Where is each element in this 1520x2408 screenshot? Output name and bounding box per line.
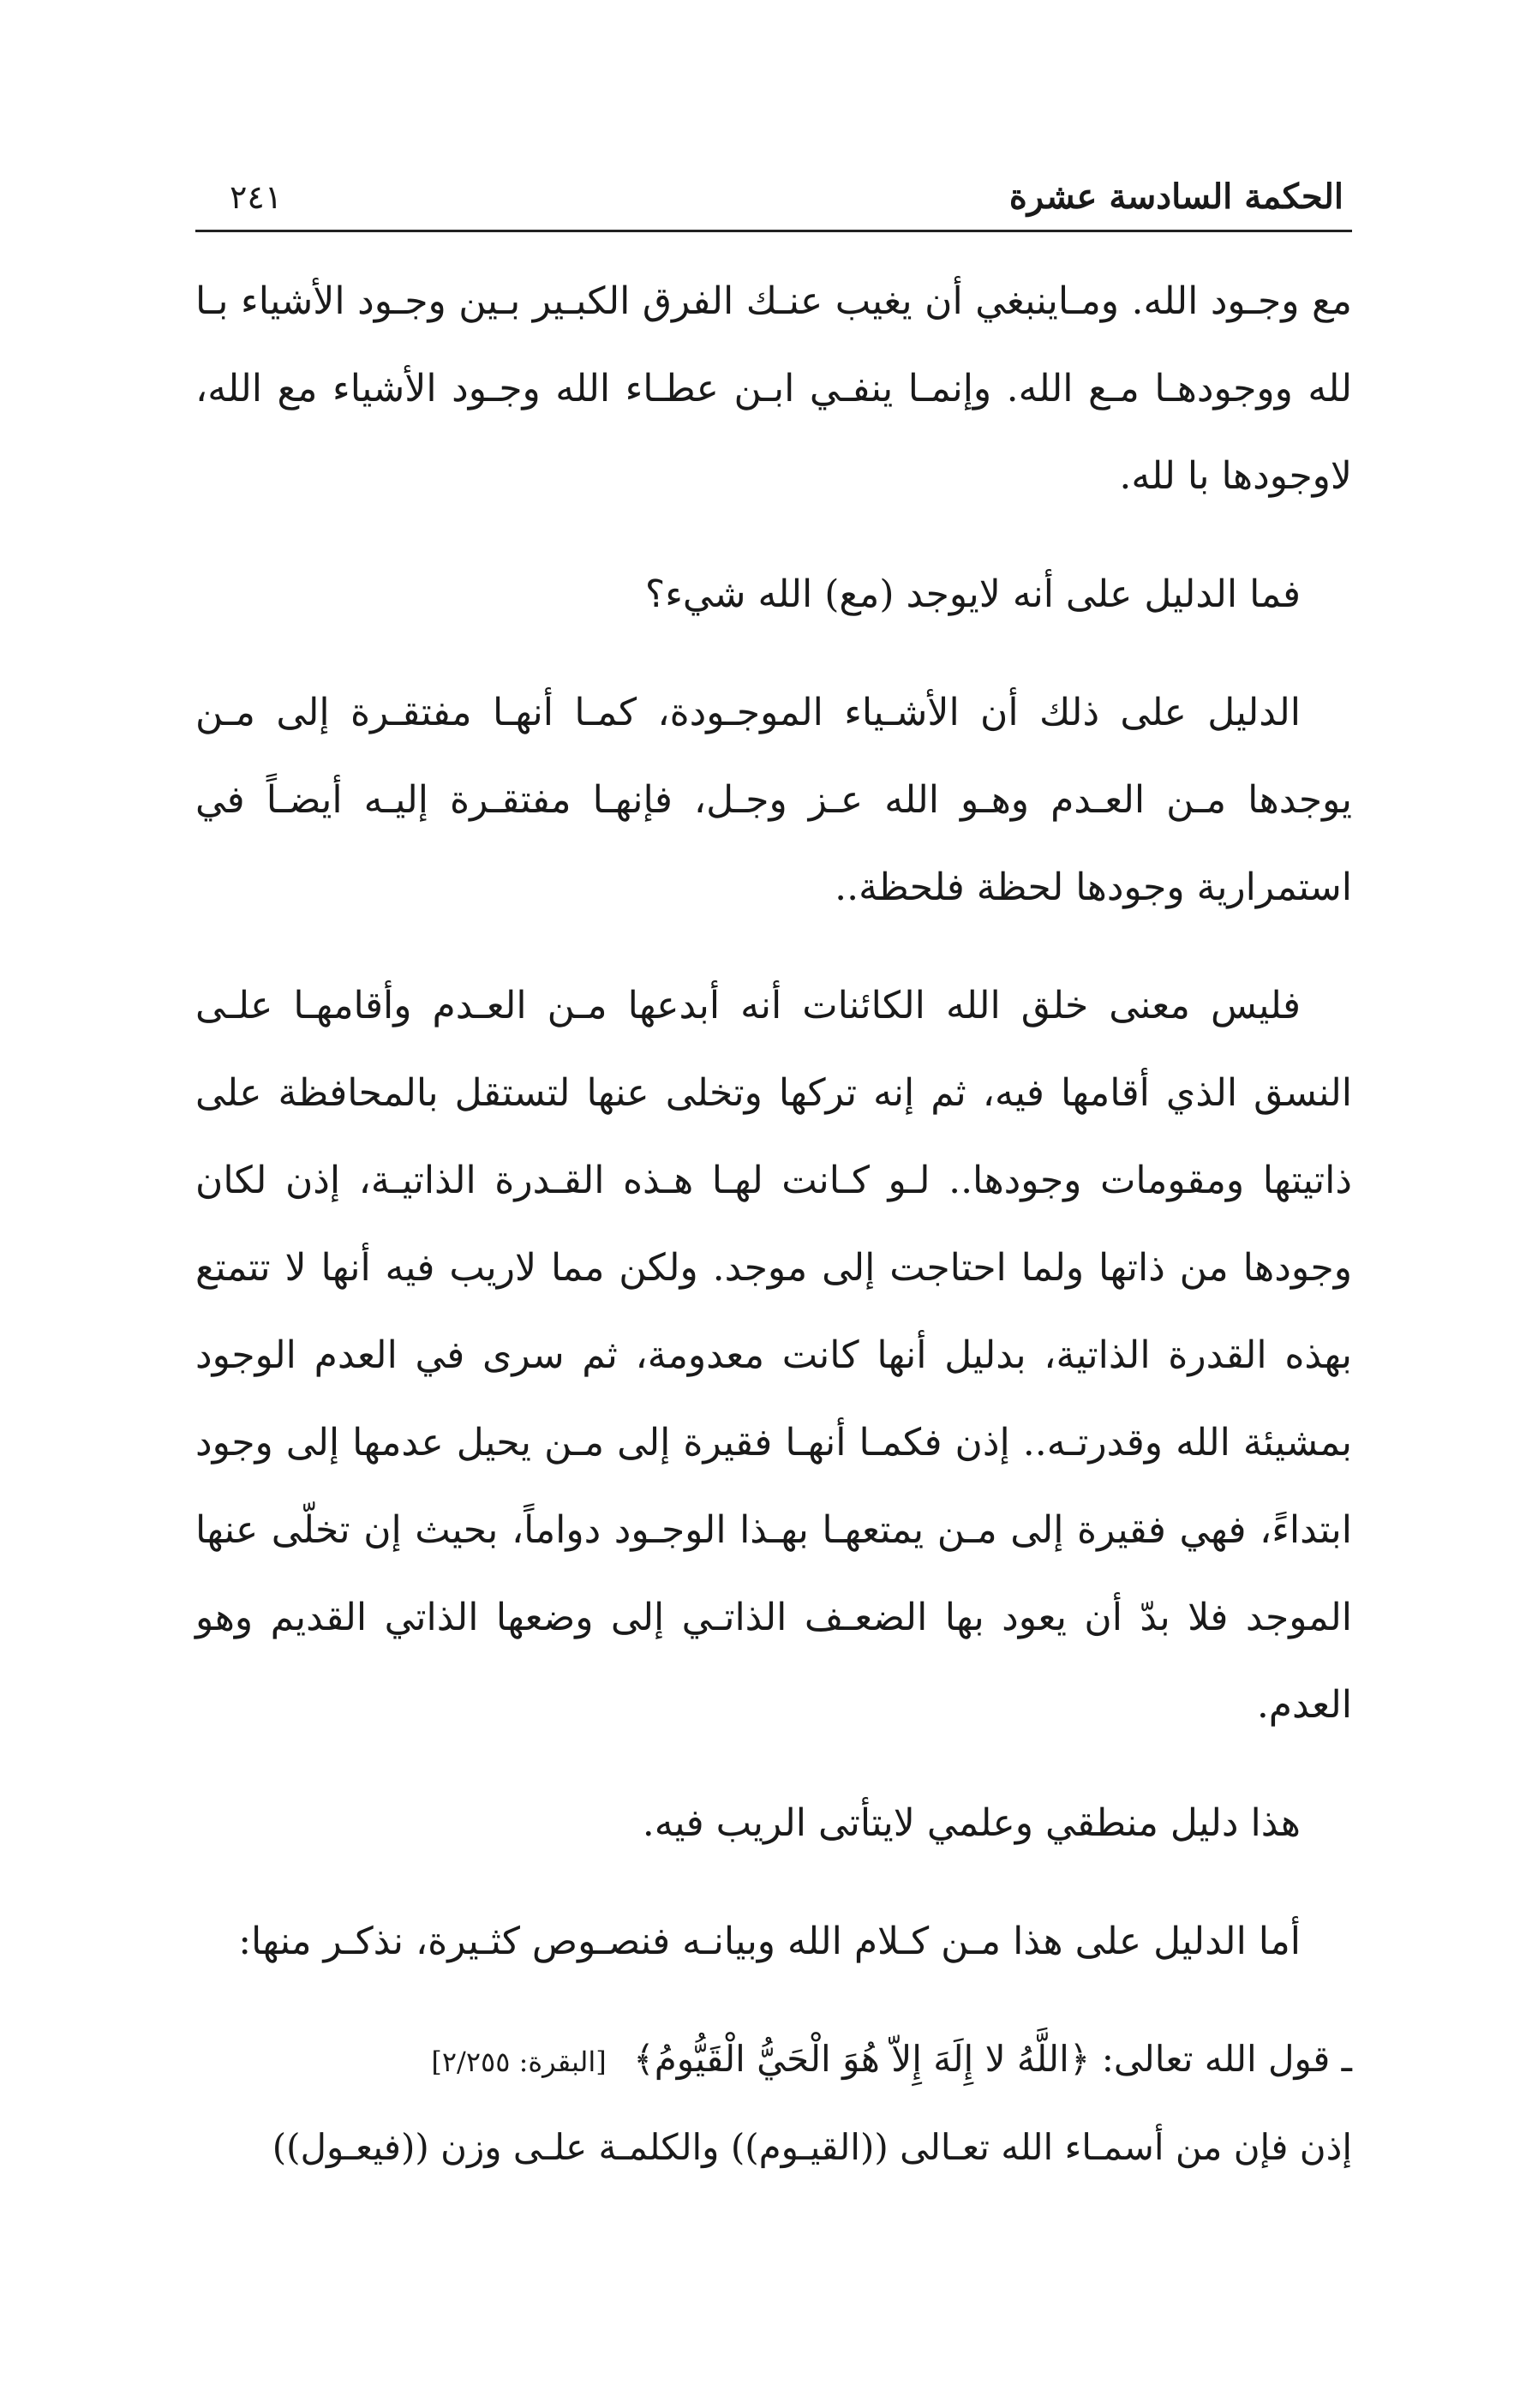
page-body bbox=[195, 258, 1352, 2190]
paragraph-creation-meaning: فليس معنى خلق الله الكائنات أنه أبدعها مـن العـدم وأقامهـا علـى النسق الذي أقامها فيه، ثم إنه تركها وتخلى عنها لتستقل بالمحافظة على ذاتيتها ومقومات وجودها.. لـو كـانت لهـا هـذه القـدرة الذاتيـة، إذن لكان وجودها من ذاتها ولما احتاجت إلى موجد. ولكن مما لاريب فيه أنها لا تتمتع بهذه القدرة الذاتية، بدليل أنها كانت معدومة، ثم سرى في العدم الوجود بمشيئة الله وقدرتـه.. إذن فكمـا أنهـا فقيرة إلى مـن يحيل عدمها إلى وجود ابتداءً، فهي فقيرة إلى مـن يمتعهـا بهـذا الوجـود دواماً، بحيث إن تخلّى عنها الموجد فلا بدّ أن يعود بها الضعـف الذاتـي إلى وضعها الذاتي القديم وهو العدم. bbox=[195, 984, 1352, 1727]
book-page bbox=[195, 163, 1352, 2190]
verse-reference: [البقرة: ٢/٢٥٥] bbox=[431, 2046, 607, 2078]
page-number: ٢٤١ bbox=[230, 178, 283, 216]
verse-lead: ـ قول الله تعالى: bbox=[1101, 2038, 1352, 2080]
paragraph-logical-proof: هذا دليل منطقي وعلمي لايتأتى الريب فيه. bbox=[642, 1801, 1301, 1845]
quran-verse-line bbox=[195, 2016, 1352, 2105]
running-header bbox=[195, 163, 1352, 223]
header-divider bbox=[195, 230, 1352, 232]
verse-text: ﴿اللَّهُ لا إِلَهَ إِلاّ هُوَ الْحَيُّ الْقَيُّومُ﴾ bbox=[633, 2038, 1091, 2080]
paragraph-scriptural-proof: أما الدليل على هذا مـن كـلام الله وبيانـه فنصـوص كثـيرة، نذكـر منها: bbox=[238, 1920, 1301, 1963]
paragraph-question: فما الدليل على أنه لايوجد (مع) الله شيء؟ bbox=[644, 572, 1301, 616]
paragraph-existence-with-god: مع وجـود الله. ومـاينبغي أن يغيب عنـك الفرق الكبـير بـين وجـود الأشياء بـا لله ووجودهـا مـع الله. وإنمـا ينفـي ابـن عطـاء الله وجـود الأشياء مع الله، لاوجودها با لله. bbox=[195, 279, 1352, 498]
chapter-title: الحكمة السادسة عشرة bbox=[1008, 177, 1343, 217]
paragraph-qayyum-intro: إذن فإن من أسمـاء الله تعـالى ((القيـوم)) والكلمـة علـى وزن ((فيعـول)) bbox=[272, 2126, 1352, 2168]
paragraph-evidence: الدليل على ذلك أن الأشـياء الموجـودة، كمـا أنهـا مفتقـرة إلى مـن يوجدها مـن العـدم وهـو الله عـز وجـل، فإنهـا مفتقـرة إليـه أيضـاً في استمرارية وجودها لحظة فلحظة.. bbox=[195, 691, 1352, 909]
